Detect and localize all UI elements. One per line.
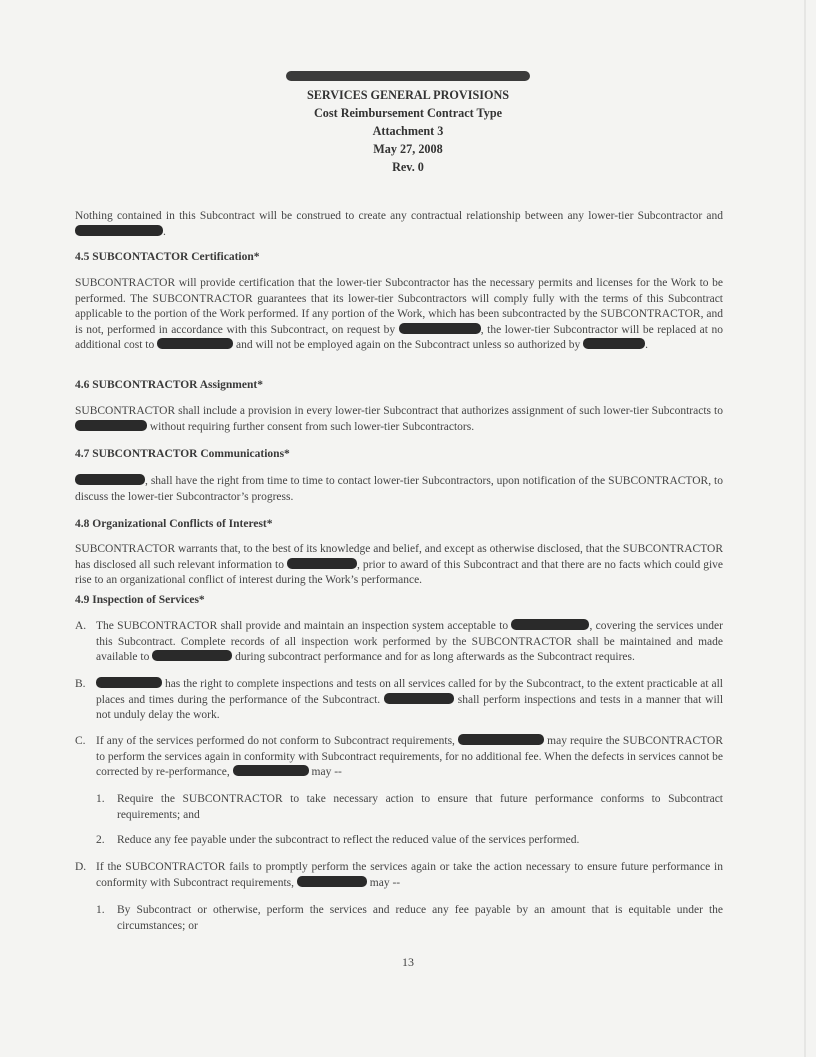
item-text: has the right to complete inspections and tests on all services called for by the Subcontract, to the extent practicable at all places and times during the performance of the Subcontract. shall perform inspections and tests in a manner that will not unduly delay the work.: [96, 678, 724, 722]
redaction-bar: [297, 876, 367, 887]
redaction-bar: [287, 558, 357, 569]
redaction-bar: [75, 420, 147, 431]
redaction-bar: [157, 338, 233, 349]
item-label: C.: [75, 735, 86, 747]
intro-paragraph: Nothing contained in this Subcontract will be construed to create any contractual relationship between any lower-tier Subcontractor and .: [75, 210, 723, 238]
document-title: SERVICES GENERAL PROVISIONS: [306, 88, 510, 102]
item-label: B.: [75, 678, 86, 690]
section-4-8-heading: 4.8 Organizational Conflicts of Interest*: [75, 518, 273, 530]
item-label: 1.: [96, 793, 105, 805]
inspection-item-c-1: [96, 792, 723, 823]
section-4-5-paragraph: SUBCONTRACTOR will provide certification that the lower-tier Subcontractor has the necessary permits and licenses for the Work to be performed. The SUBCONTRACTOR guarantees that its lower-tier Subcontractors will comply fully with the terms of this Subcontract applicable to the portion of the Work performed. If any portion of the Work, which has been subcontracted by the SUBCONTRACTOR, and is not, performed in accordance with this Subcontract, on request by , the lower-tier Subcontractor will be replaced at no additional cost to and will not be employed again on the Subcontract unless so authorized by .: [75, 277, 724, 352]
inspection-item-d: [75, 860, 723, 891]
redaction-bar: [75, 225, 163, 236]
item-label: A.: [75, 620, 87, 632]
section-4-8-paragraph: SUBCONTRACTOR warrants that, to the best of its knowledge and belief, and except as otherwise disclosed, that the SUBCONTRACTOR has disclosed all such relevant information to , prior to award of this Subcontract and that there are no facts which could give rise to an organizational conflict of interest during the Work’s performance.: [75, 543, 724, 587]
document-subtitle: Cost Reimbursement Contract Type: [313, 106, 503, 120]
section-4-7-paragraph: , shall have the right from time to time to contact lower-tier Subcontractors, upon notification of the SUBCONTRACTOR, to discuss the lower-tier Subcontractor’s progress.: [75, 475, 723, 503]
document-date: May 27, 2008: [373, 142, 443, 156]
item-text: Require the SUBCONTRACTOR to take necessary action to ensure that future performance conforms to Subcontract requirements; and: [117, 793, 723, 821]
item-text: The SUBCONTRACTOR shall provide and maintain an inspection system acceptable to , covering the services under this Subcontract. Complete records of all inspection work performed by the SUBCONTRACTOR shall be maintained and made available to during subcontract performance and for as long afterwards as the Subcontract requires.: [96, 620, 723, 664]
redaction-bar: [384, 693, 454, 704]
redaction-bar: [458, 734, 544, 745]
inspection-item-c-2: [96, 833, 723, 849]
section-4-7-heading: 4.7 SUBCONTRACTOR Communications*: [75, 448, 290, 460]
item-label: 1.: [96, 904, 105, 916]
redaction-bar: [286, 71, 530, 81]
section-4-6-heading: 4.6 SUBCONTRACTOR Assignment*: [75, 379, 263, 391]
item-text: If any of the services performed do not conform to Subcontract requirements, may require the SUBCONTRACTOR to perform the services again in conformity with Subcontract requirements, for no additional fee. When the defects in services cannot be corrected by re-performance, may --: [96, 735, 724, 779]
item-text: Reduce any fee payable under the subcontract to reflect the reduced value of the services performed.: [117, 834, 580, 846]
redaction-bar: [96, 677, 162, 688]
attachment-label: Attachment 3: [372, 124, 444, 138]
redaction-bar: [233, 765, 309, 776]
inspection-item-c: [75, 734, 723, 781]
item-text: By Subcontract or otherwise, perform the services and reduce any fee payable by an amount that is equitable under the circumstances; or: [117, 904, 723, 932]
inspection-item-a: [75, 619, 723, 666]
redacted-header-line: [0, 68, 816, 86]
item-text: If the SUBCONTRACTOR fails to promptly perform the services again or take the action necessary to ensure future performance in conformity with Subcontract requirements, may --: [96, 861, 723, 889]
item-label: D.: [75, 861, 87, 873]
item-label: 2.: [96, 834, 105, 846]
redaction-bar: [152, 650, 232, 661]
redaction-bar: [75, 474, 145, 485]
section-4-9-heading: 4.9 Inspection of Services*: [75, 594, 205, 606]
inspection-item-b: [75, 677, 723, 724]
page-number: 13: [402, 955, 414, 969]
redaction-bar: [511, 619, 589, 630]
inspection-item-d-1: [96, 903, 723, 934]
section-4-5-heading: 4.5 SUBCONTACTOR Certification*: [75, 251, 260, 263]
redaction-bar: [399, 323, 481, 334]
section-4-6-paragraph: SUBCONTRACTOR shall include a provision in every lower-tier Subcontract that authorizes assignment of such lower-tier Subcontracts to without requiring further consent from such lower-tier Subcontractors.: [75, 405, 723, 433]
redaction-bar: [583, 338, 645, 349]
revision-label: Rev. 0: [392, 160, 424, 174]
